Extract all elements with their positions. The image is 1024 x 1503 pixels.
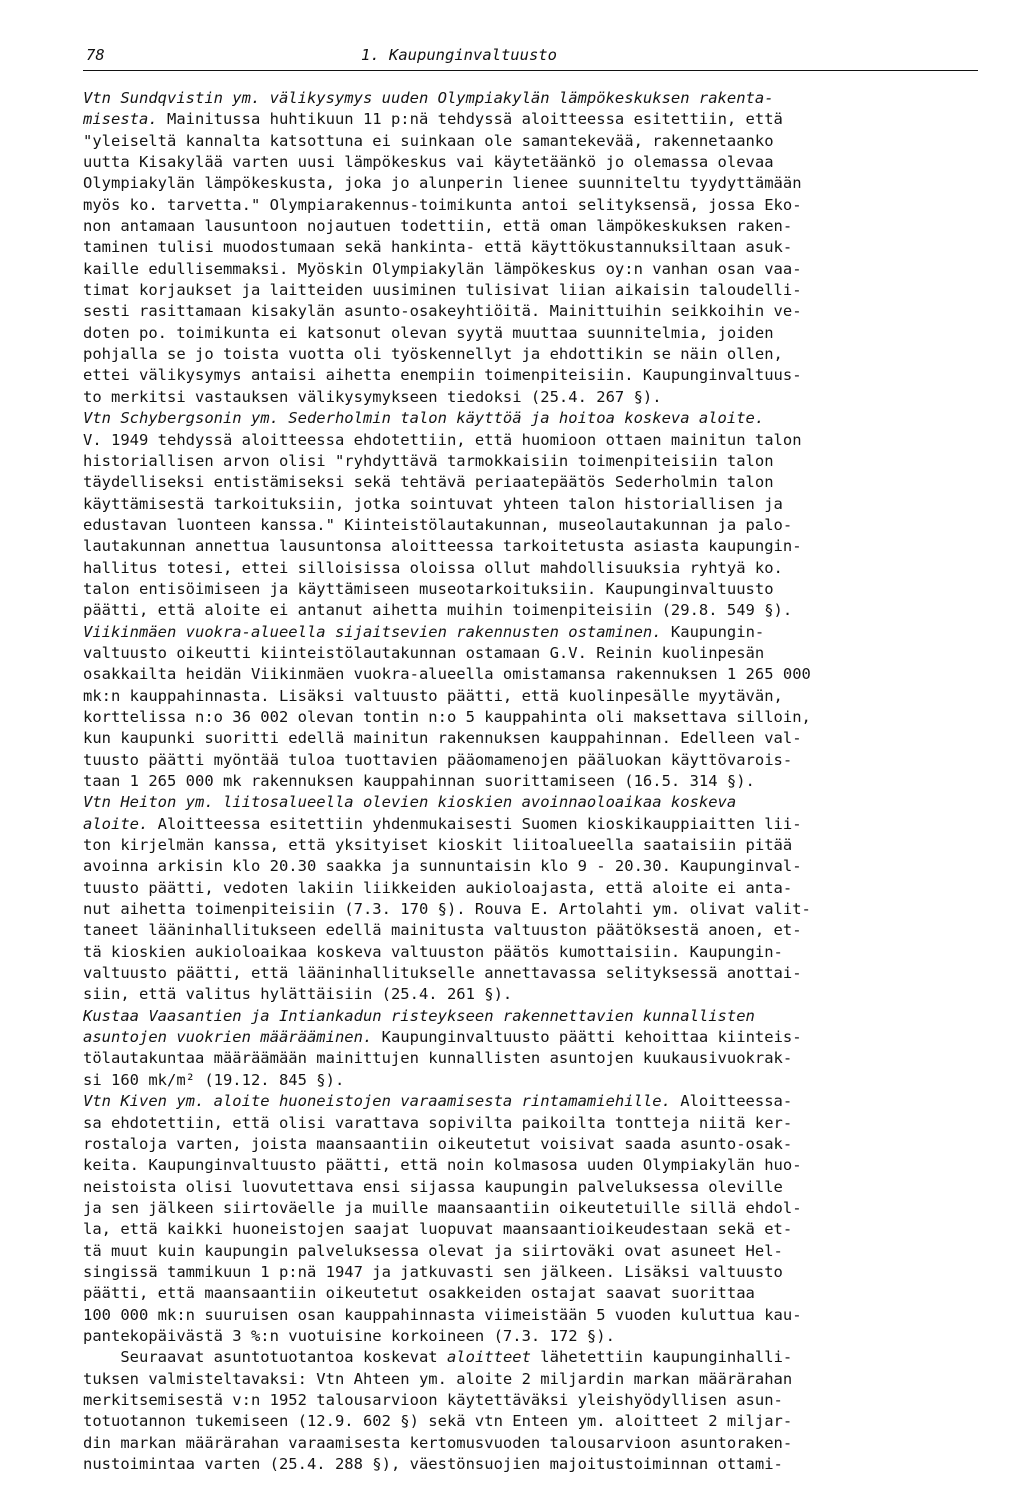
text-line <box>83 1305 983 1326</box>
text-line <box>83 643 983 664</box>
text-segment: keita. Kaupunginvaltuusto päätti, että noin kolmasosa uuden Olympiakylän huo- <box>83 1156 802 1175</box>
text-segment: "yleiseltä kannalta katsottuna ei suinkaan ole samantekevää, rakennetaanko <box>83 131 774 150</box>
text-line <box>83 1048 983 1069</box>
text-line <box>83 920 983 941</box>
italic-heading-segment: Vtn Sundqvistin ym. välikysymys uuden Olympiakylän lämpökeskuksen rakenta- <box>83 89 774 107</box>
text-line <box>83 771 983 792</box>
text-segment: valtuusto oikeutti kiinteistölautakunnan ostamaan G.V. Reinin kuolinpesän <box>83 643 765 662</box>
text-segment: ton kirjelmän kanssa, että yksityiset kioskit liitoalueella saataisiin pitää <box>83 836 793 855</box>
italic-heading-segment: Kustaa Vaasantien ja Intiankadun risteykseen rakennettavien kunnallisten <box>83 1006 755 1025</box>
text-line <box>83 1091 983 1112</box>
text-line <box>83 173 983 194</box>
text-segment: korttelissa n:o 36 002 olevan tontin n:o 5 kauppahinta oli maksettava silloin, <box>83 707 811 726</box>
text-line <box>83 1283 983 1304</box>
text-segment: V. 1949 tehdyssä aloitteessa ehdotettiin, että huomioon ottaen mainitun talon <box>83 430 802 449</box>
text-line <box>83 323 983 344</box>
text-line <box>83 899 983 920</box>
text-segment: Aloitteessa- <box>670 1092 793 1111</box>
italic-heading-segment: Vtn Heiton ym. liitosalueella olevien kioskien avoinnaoloaikaa koskeva <box>83 793 737 812</box>
text-line <box>83 1390 983 1411</box>
text-line <box>83 1113 983 1134</box>
text-segment: nut aihetta toimenpiteisiin (7.3. 170 §). Rouva E. Artolahti ym. olivat valit- <box>83 900 811 919</box>
text-segment: la, että kaikki huoneistojen saajat luopuvat maansaantioikeudestaan sekä et- <box>83 1220 793 1239</box>
text-segment: tuusto päätti, vedoten lakiin liikkeiden aukioloajasta, että aloite ei anta- <box>83 878 793 897</box>
text-line <box>83 88 983 109</box>
text-line <box>83 942 983 963</box>
text-line <box>83 472 983 493</box>
text-segment: singissä tammikuun 1 p:nä 1947 ja jatkuvasti sen jälkeen. Lisäksi valtuusto <box>83 1262 783 1281</box>
text-line <box>83 1262 983 1283</box>
text-segment: timat korjaukset ja laitteiden uusiminen tulisivat liian aikaisin taloudelli- <box>83 281 802 300</box>
text-segment: nustoimintaa varten (25.4. 288 §), väestönsuojien majoitustoiminnan ottami- <box>83 1455 783 1473</box>
text-line <box>83 558 983 579</box>
text-segment: uutta Kisakylää varten uusi lämpökeskus vai käytetäänkö jo olemassa olevaa <box>83 153 774 172</box>
text-segment: tuksen valmisteltavaksi: Vtn Ahteen ym. aloite 2 miljardin markan määrärahan <box>83 1369 793 1388</box>
text-line <box>83 1219 983 1240</box>
text-segment: kun kaupunki suoritti edellä mainitun rakennuksen kauppahinnan. Edelleen val- <box>83 729 802 748</box>
text-line <box>83 1027 983 1048</box>
italic-heading-segment: aloitteet <box>446 1348 531 1367</box>
text-segment: ja sen jälkeen siirtoväelle ja muille maansaantiin oikeutetuille sillä ehdol- <box>83 1198 802 1217</box>
text-segment: tölautakuntaa määräämään mainittujen kunnallisten asuntojen kuukausivuokrak- <box>83 1049 793 1068</box>
text-line <box>83 1006 983 1027</box>
text-segment: historiallisen arvon olisi "ryhdyttävä tarmokkaisiin toimenpiteisiin talon <box>83 451 774 470</box>
text-line <box>83 131 983 152</box>
text-line <box>83 216 983 237</box>
text-line <box>83 1134 983 1155</box>
text-segment: Mainitussa huhtikuun 11 p:nä tehdyssä aloitteessa esitettiin, että <box>157 110 783 129</box>
page-number: 78 <box>86 46 105 64</box>
text-segment: si 160 mk/m² (19.12. 845 §). <box>83 1070 345 1089</box>
text-line <box>83 622 983 643</box>
text-line <box>83 835 983 856</box>
text-line <box>83 1326 983 1347</box>
text-segment: taneet lääninhallitukseen edellä mainitusta valtuuston päätöksestä anoen, et- <box>83 921 802 940</box>
text-segment: taminen tulisi muodostumaan sekä hankinta- että käyttökustannuksiltaan asuk- <box>83 238 793 257</box>
page-header <box>83 44 978 71</box>
text-line <box>83 1241 983 1262</box>
text-line <box>83 259 983 280</box>
text-segment: 100 000 mk:n suuruisen osan kauppahinnasta viimeistään 5 vuoden kuluttua kau- <box>83 1305 802 1324</box>
text-line <box>83 301 983 322</box>
text-segment: siin, että valitus hylättäisiin (25.4. 261 §). <box>83 985 513 1004</box>
italic-heading-segment: misesta. <box>83 110 158 129</box>
text-line <box>83 280 983 301</box>
text-segment: tuusto päätti myöntää tuloa tuottavien pääomamenojen pääluokan käyttövarois- <box>83 750 793 769</box>
text-line <box>83 430 983 451</box>
text-segment: pohjalla se jo toista vuotta oli työskennellyt ja ehdottikin se näin ollen, <box>83 345 783 364</box>
text-line <box>83 1369 983 1390</box>
text-line <box>83 536 983 557</box>
text-line <box>83 152 983 173</box>
text-segment: talon entisöimiseen ja käyttämiseen museotarkoituksiin. Kaupunginvaltuusto <box>83 579 774 598</box>
text-line <box>83 1411 983 1432</box>
text-segment: avoinna arkisin klo 20.30 saakka ja sunnuntaisin klo 9 - 20.30. Kaupunginval- <box>83 857 802 876</box>
text-segment: pantekopäivästä 3 %:n vuotuisine korkoineen (7.3. 172 §). <box>83 1326 615 1345</box>
text-line <box>83 109 983 130</box>
text-segment: doten po. toimikunta ei katsonut olevan syytä muuttaa suunnitelmia, joiden <box>83 323 774 342</box>
text-line <box>83 664 983 685</box>
text-segment: myös ko. tarvetta." Olympiarakennus-toimikunta antoi selityksensä, jossa Eko- <box>83 195 802 214</box>
text-line <box>83 195 983 216</box>
text-segment: Olympiakylän lämpökeskusta, joka jo alunperin lienee suunniteltu tyydyttämään <box>83 174 802 193</box>
text-segment: valtuusto päätti, että lääninhallitukselle annettavassa selityksessä anottai- <box>83 964 802 983</box>
text-segment: edustavan luonteen kanssa." Kiinteistölautakunnan, museolautakunnan ja palo- <box>83 515 793 534</box>
text-segment: taan 1 265 000 mk rakennuksen kauppahinnan suorittamiseen (16.5. 314 §). <box>83 772 755 790</box>
text-segment: lähetettiin kaupunginhalli- <box>530 1348 793 1367</box>
text-segment: kaille edullisemmaksi. Myöskin Olympiakylän lämpökeskus oy:n vanhan osan vaa- <box>83 259 802 278</box>
text-segment: hallitus totesi, ettei silloisissa oloissa ollut mahdollisuuksia ryhtyä ko. <box>83 558 783 577</box>
text-segment: to merkitsi vastauksen välikysymykseen tiedoksi (25.4. 267 §). <box>83 387 662 406</box>
text-line <box>83 1454 983 1475</box>
body-text <box>83 88 983 1475</box>
text-line <box>83 856 983 877</box>
running-head: 1. Kaupunginvaltuusto <box>361 46 557 64</box>
text-line <box>83 728 983 749</box>
text-line <box>83 451 983 472</box>
text-line <box>83 984 983 1005</box>
text-line <box>83 365 983 386</box>
text-line <box>83 579 983 600</box>
italic-heading-segment: asuntojen vuokrien määrääminen. <box>83 1028 373 1047</box>
text-line <box>83 515 983 536</box>
text-line <box>83 707 983 728</box>
text-segment: sesti rasittamaan kisakylän asunto-osakeyhtiöitä. Mainittuihin seikkoihin ve- <box>83 302 802 321</box>
text-line <box>83 963 983 984</box>
text-segment: tä kioskien aukioloaikaa koskeva valtuuston päätös kumottaisiin. Kaupungin- <box>83 942 783 961</box>
text-segment: din markan määrärahan varaamisesta kertomusvuoden talousarvioon asuntoraken- <box>83 1433 793 1452</box>
text-segment: täydelliseksi entistämiseksi sekä tehtävä periaatepäätös Sederholmin talon <box>83 473 774 492</box>
text-segment: neistoista olisi luovutettava ensi sijassa kaupungin palveluksessa oleville <box>83 1177 783 1196</box>
text-line <box>83 1198 983 1219</box>
text-line <box>83 1070 983 1091</box>
text-line <box>83 792 983 813</box>
italic-heading-segment: Vtn Schybergsonin ym. Sederholmin talon käyttöä ja hoitoa koskeva aloite. <box>83 409 765 428</box>
text-line <box>83 1177 983 1198</box>
text-segment: rostaloja varten, joista maansaantiin oikeutetut voisivat saada asunto-osak- <box>83 1134 793 1153</box>
italic-heading-segment: Vtn Kiven ym. aloite huoneistojen varaamisesta rintamamiehille. <box>83 1092 671 1111</box>
text-line <box>83 750 983 771</box>
text-segment: Kaupunginvaltuusto päätti kehoittaa kiinteis- <box>372 1028 802 1047</box>
text-line <box>83 814 983 835</box>
text-line <box>83 494 983 515</box>
text-segment: päätti, että maansaantiin oikeutetut osakkeiden ostajat saavat suorittaa <box>83 1284 755 1303</box>
text-line <box>83 408 983 429</box>
text-line <box>83 1347 983 1368</box>
text-segment: non antamaan lausuntoon nojautuen todettiin, että oman lämpökeskuksen raken- <box>83 217 793 236</box>
text-line <box>83 237 983 258</box>
text-segment: päätti, että aloite ei antanut aihetta muihin toimenpiteisiin (29.8. 549 §). <box>83 601 793 620</box>
text-segment: ettei välikysymys antaisi aihetta enempiin toimenpiteisiin. Kaupunginvaltuus- <box>83 366 802 385</box>
text-segment: Aloitteessa esitettiin yhdenmukaisesti Suomen kioskikauppiaitten lii- <box>148 814 802 833</box>
text-line <box>83 387 983 408</box>
italic-heading-segment: Viikinmäen vuokra-alueella sijaitsevien rakennusten ostaminen. <box>83 622 662 641</box>
text-segment: totuotannon tukemiseen (12.9. 602 §) sekä vtn Enteen ym. aloitteet 2 miljar- <box>83 1412 793 1431</box>
text-line <box>83 1433 983 1454</box>
text-segment: Kaupungin- <box>661 622 765 641</box>
text-segment: Seuraavat asuntotuotantoa koskevat <box>83 1348 447 1367</box>
text-line <box>83 1155 983 1176</box>
text-line <box>83 600 983 621</box>
text-segment: osakkailta heidän Viikinmäen vuokra-alueella omistamansa rakennuksen 1 265 000 <box>83 665 811 684</box>
text-line <box>83 344 983 365</box>
text-segment: lautakunnan annettua lausuntonsa aloitteessa tarkoitetusta asiasta kaupungin- <box>83 537 802 556</box>
text-line <box>83 878 983 899</box>
text-line <box>83 686 983 707</box>
text-segment: tä muut kuin kaupungin palveluksessa olevat ja siirtoväki ovat asuneet Hel- <box>83 1241 783 1260</box>
text-segment: mk:n kauppahinnasta. Lisäksi valtuusto päätti, että kuolinpesälle myytävän, <box>83 686 783 705</box>
italic-heading-segment: aloite. <box>83 814 149 833</box>
text-segment: sa ehdotettiin, että olisi varattava sopivilta paikoilta tontteja niitä ker- <box>83 1113 793 1132</box>
text-segment: käyttämisestä tarkoituksiin, jotka sointuvat yhteen talon historiallisen ja <box>83 494 783 513</box>
text-segment: merkitsemisestä v:n 1952 talousarvioon käytettäväksi yleishyödyllisen asun- <box>83 1390 783 1409</box>
